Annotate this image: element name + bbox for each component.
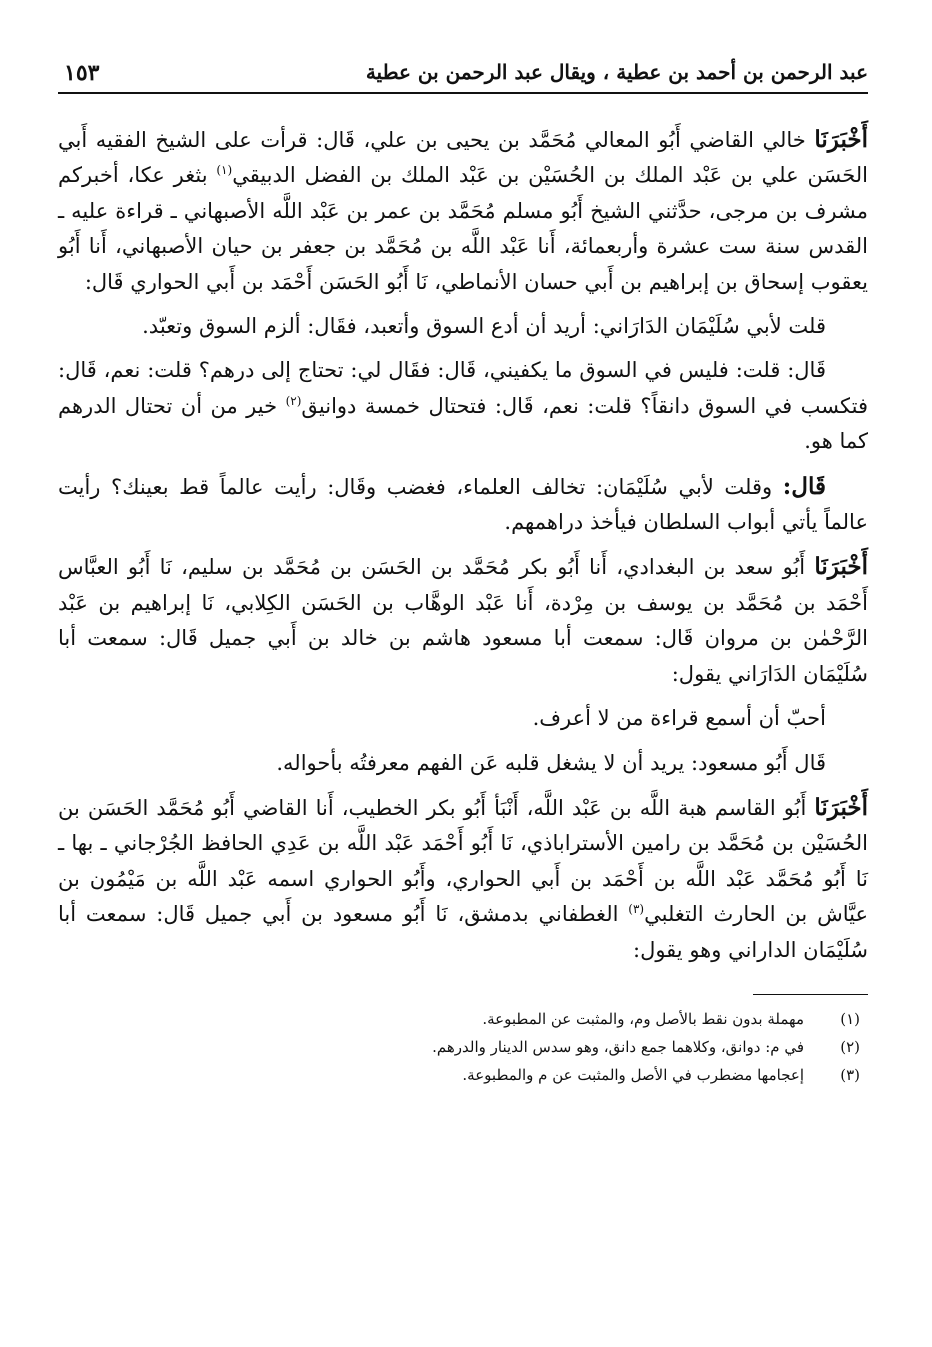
paragraph-2 — [58, 309, 868, 344]
paragraph-lead: قَال: — [782, 472, 826, 500]
footnote-ref-3: (٣) — [628, 902, 645, 917]
paragraph-lead: أَخْبَرَنَا — [814, 126, 868, 153]
running-header — [58, 40, 868, 94]
header-title: عبد الرحمن بن أحمد بن عطية ، ويقال عبد الرحمن بن عطية — [365, 60, 868, 84]
page-number: ١٥٣ — [64, 60, 100, 86]
paragraph-text: أحبّ أن أسمع قراءة من لا أعرف. — [532, 706, 826, 731]
footnotes — [58, 1005, 868, 1089]
footnote-text: إعجامها مضطرب في الأصل والمثبت عن م والمطبوعة. — [462, 1065, 804, 1084]
footnote-ref-2: (٢) — [285, 393, 302, 408]
paragraph-text-continued: الغطفاني بدمشق، نَا أَبُو مسعود بن أَبي جميل قَال: سمعت أبا سُلَيْمَان الداراني وهو يقول: — [58, 902, 868, 962]
footnote-item — [58, 1005, 868, 1033]
paragraph-5 — [58, 549, 868, 692]
main-text — [58, 122, 868, 968]
footnote-number: (١) — [840, 1009, 860, 1028]
paragraph-lead: أَخْبَرَنَا — [814, 553, 868, 581]
footnote-text: في م: دوانق، وكلاهما جمع دانق، وهو سدس الدينار والدرهم. — [432, 1037, 804, 1056]
paragraph-3 — [58, 353, 868, 459]
paragraph-text: قلت لأبي سُلَيْمَان الدَارَاني: أريد أن أدع السوق وأتعبد، فقَال: ألزم السوق وتعبّد. — [142, 314, 826, 339]
paragraph-6 — [58, 701, 868, 736]
paragraph-text: قَال: قلت: فليس في السوق ما يكفيني، قَال: فقَال لي: تحتاج إلى درهم؟ قلت: نعم، قَال: فتكسب في السوق دانقاً؟ قلت: نعم، قَال: فتحتال خمسة دوانيق — [58, 358, 868, 418]
paragraph-text: قَال أَبُو مسعود: يريد أن لا يشغل قلبه عَن الفهم معرفتُه بأحواله. — [276, 750, 826, 775]
paragraph-1 — [58, 122, 868, 300]
paragraph-text-continued: خير من أن تحتال الدرهم كما هو. — [58, 393, 868, 454]
paragraph-lead: أَخْبَرَنَا — [814, 793, 868, 821]
paragraph-text: أَبُو القاسم هبة اللَّه بن عَبْد اللَّه، أَنْبَأ أَبُو بكر الخطيب، أَنا القاضي أَبُو مُحَمَّد الحَسَن بن الحُسَيْن بن مُحَمَّد بن رامين الأستراباذي، نَا أَبُو أَحْمَد عَبْد اللَّه بن عَدِي الحافظ الجُرْجاني ـ بها ـ نَا أَبُو مُحَمَّد عَبْد اللَّه بن أَحْمَد بن أَبي الحواري، وأَبُو الحواري اسمه عَبْد اللَّه بن مَيْمُون بن عيَّاش بن الحارث التغلبي — [58, 795, 868, 927]
footnote-item — [58, 1033, 868, 1061]
paragraph-4 — [58, 469, 868, 541]
footnote-divider — [753, 994, 868, 995]
paragraph-8 — [58, 790, 868, 968]
footnote-number: (٣) — [840, 1065, 860, 1084]
footnote-number: (٢) — [840, 1037, 860, 1056]
book-page — [58, 40, 868, 1320]
paragraph-text: أَبُو سعد بن البغدادي، أَنا أَبُو بكر مُحَمَّد بن الحَسَن بن مُحَمَّد بن سليم، نَا أَبُو العبَّاس أَحْمَد بن مُحَمَّد بن يوسف بن مِرْدة، أَنا عَبْد الوهَّاب بن الحَسَن الكِلابي، نَا إبراهيم بن عَبْد الرَّحْمٰن بن مروان قَال: سمعت أبا مسعود هاشم بن خالد بن أَبي جميل قَال: سمعت أبا سُلَيْمَان الدَارَاني يقول: — [58, 555, 868, 686]
footnote-item — [58, 1061, 868, 1089]
paragraph-text: خالي القاضي أَبُو المعالي مُحَمَّد بن يحيى بن علي، قَال: قرأت على الشيخ الفقيه أَبي الحَسَن علي بن عَبْد الملك بن الحُسَيْن بن عَبْد الملك بن الفضل الدبيقي — [58, 128, 868, 188]
footnote-ref-1: (١) — [216, 163, 233, 178]
paragraph-text-continued: بثغر عكا، أخبركم مشرف بن مرجى، حدَّثني الشيخ أَبُو مسلم مُحَمَّد بن عمر بن عَبْد اللَّه الأصبهاني ـ قراءة عليه ـ القدس سنة ست عشرة وأربعمائة، أَنا عَبْد اللَّه بن مُحَمَّد بن جعفر بن حيان الأصبهاني، أَنا أَبُو يعقوب إسحاق بن إبراهيم بن أَبي حسان الأنماطي، نَا أَبُو الحَسَن أَحْمَد بن أَبي الحواري قَال: — [58, 163, 868, 294]
paragraph-text: وقلت لأبي سُلَيْمَان: تخالف العلماء، فغضب وقَال: رأيت عالماً قط بعينك؟ رأيت عالماً يأتي أبواب السلطان فيأخذ دراهمهم. — [58, 474, 868, 535]
footnote-text: مهملة بدون نقط بالأصل وم، والمثبت عن المطبوعة. — [482, 1009, 804, 1028]
paragraph-7 — [58, 746, 868, 781]
